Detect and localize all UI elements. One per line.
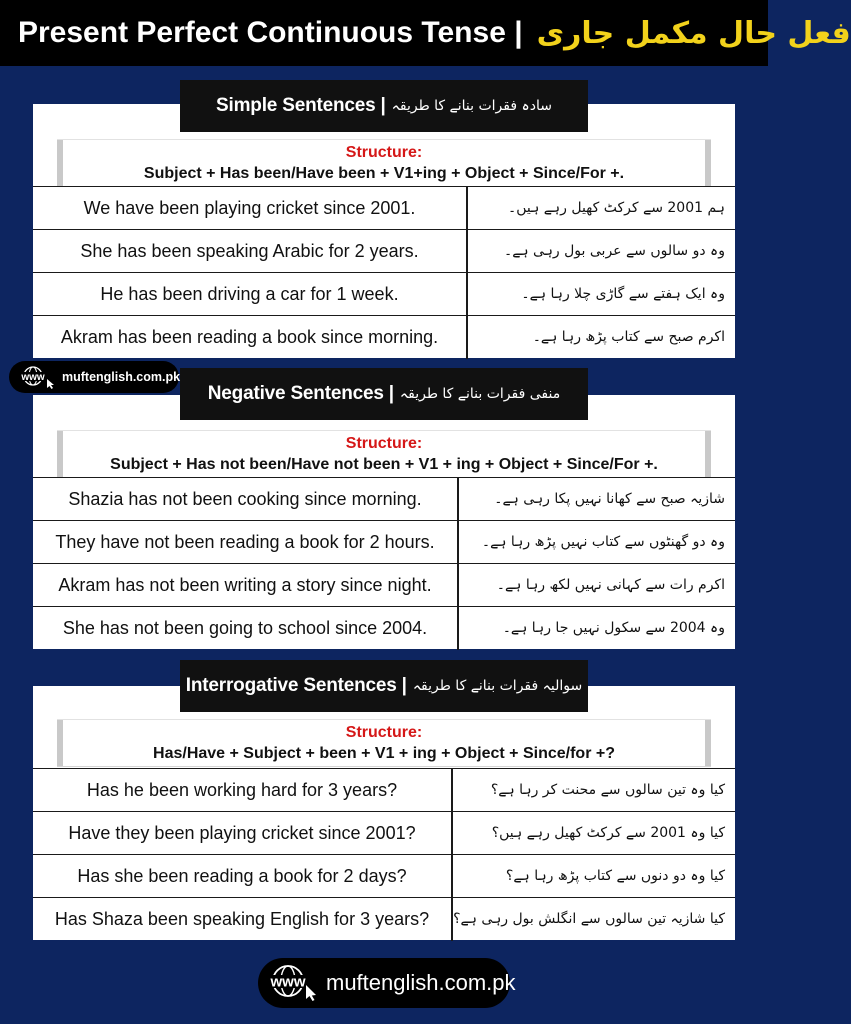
section-header-interrogative xyxy=(180,660,588,712)
globe-cursor-icon xyxy=(264,963,320,1003)
table-row xyxy=(33,898,735,941)
sentence-table xyxy=(33,186,735,359)
section-title: Interrogative Sentences | xyxy=(185,675,407,696)
table-row xyxy=(33,273,735,316)
structure-box xyxy=(57,431,711,477)
english-sentence: They have not been reading a book for 2 hours. xyxy=(55,531,435,552)
urdu-sentence: کیا وہ تین سالوں سے محنت کر رہا ہے؟ xyxy=(490,782,725,798)
sentence-table xyxy=(33,477,735,650)
urdu-sentence: کیا شازیہ تین سالوں سے انگلش بول رہی ہے؟ xyxy=(453,911,725,927)
sentence-table xyxy=(33,768,735,941)
structure-formula: Subject + Has been/Have been + V1+ing + Object + Since/For +. xyxy=(143,165,625,182)
urdu-sentence: وہ 2004 سے سکول نہیں جا رہا ہے۔ xyxy=(502,620,725,636)
urdu-sentence: کیا وہ 2001 سے کرکٹ کھیل رہے ہیں؟ xyxy=(491,825,725,841)
structure-formula: Has/Have + Subject + been + V1 + ing + Object + Since/for +? xyxy=(153,745,615,762)
table-row xyxy=(33,607,735,650)
english-sentence: Has he been working hard for 3 years? xyxy=(86,779,398,800)
simple-sentences-card xyxy=(33,104,735,358)
structure-box xyxy=(57,140,711,186)
table-row xyxy=(33,769,735,812)
section-title-urdu: سوالیہ فقرات بنانے کا طریقہ xyxy=(412,678,583,694)
structure-label: Structure: xyxy=(345,724,423,741)
table-row xyxy=(33,478,735,521)
section-title: Negative Sentences | xyxy=(207,383,394,404)
svg-text:www: www xyxy=(270,973,306,991)
globe-cursor-icon xyxy=(17,365,57,389)
footer-website-badge[interactable] xyxy=(258,958,516,1008)
urdu-sentence: ہم 2001 سے کرکٹ کھیل رہے ہیں۔ xyxy=(507,200,725,216)
structure-box xyxy=(57,720,711,766)
english-sentence: Has she been reading a book for 2 days? xyxy=(77,865,407,886)
section-header-negative xyxy=(180,368,588,420)
english-sentence: She has not been going to school since 2004. xyxy=(62,617,428,638)
urdu-sentence: اکرم رات سے کہانی نہیں لکھ رہا ہے۔ xyxy=(496,577,725,593)
urdu-sentence: اکرم صبح سے کتاب پڑھ رہا ہے۔ xyxy=(532,329,725,345)
footer-website-url: muftenglish.com.pk xyxy=(326,970,516,995)
english-sentence: Akram has been reading a book since morning. xyxy=(60,326,439,347)
table-row xyxy=(33,812,735,855)
english-sentence: Shazia has not been cooking since morning. xyxy=(68,488,422,509)
svg-text:www: www xyxy=(21,372,45,383)
table-row xyxy=(33,187,735,230)
section-header-simple xyxy=(180,80,588,132)
website-badge[interactable] xyxy=(9,361,179,393)
table-row xyxy=(33,855,735,898)
title-bar xyxy=(0,0,851,66)
structure-label: Structure: xyxy=(345,144,423,161)
table-row xyxy=(33,521,735,564)
english-sentence: She has been speaking Arabic for 2 years. xyxy=(80,240,419,261)
page-title: Present Perfect Continuous Tense | xyxy=(18,16,523,49)
urdu-sentence: شازیہ صبح سے کھانا نہیں پکا رہی ہے۔ xyxy=(494,491,725,507)
urdu-sentence: وہ دو سالوں سے عربی بول رہی ہے۔ xyxy=(503,243,725,259)
section-title: Simple Sentences | xyxy=(216,95,386,116)
table-row xyxy=(33,230,735,273)
english-sentence: We have been playing cricket since 2001. xyxy=(83,197,416,218)
urdu-sentence: کیا وہ دو دنوں سے کتاب پڑھ رہا ہے؟ xyxy=(505,868,725,884)
urdu-sentence: وہ دو گھنٹوں سے کتاب نہیں پڑھ رہا ہے۔ xyxy=(481,534,725,550)
table-row xyxy=(33,316,735,359)
section-title-urdu: سادہ فقرات بنانے کا طریقہ xyxy=(391,98,552,114)
english-sentence: Have they been playing cricket since 2001? xyxy=(68,822,416,843)
english-sentence: Has Shaza been speaking English for 3 years? xyxy=(54,908,430,929)
negative-sentences-card xyxy=(33,395,735,649)
interrogative-sentences-card xyxy=(33,686,735,940)
section-title-urdu: منفی فقرات بنانے کا طریقہ xyxy=(399,386,561,402)
website-url: muftenglish.com.pk xyxy=(62,370,181,384)
table-row xyxy=(33,564,735,607)
structure-formula: Subject + Has not been/Have not been + V1 + ing + Object + Since/For +. xyxy=(110,456,658,473)
english-sentence: Akram has not been writing a story since night. xyxy=(58,574,432,595)
page-title-urdu: فعل حال مکمل جاری xyxy=(536,15,851,51)
structure-label: Structure: xyxy=(345,435,423,452)
english-sentence: He has been driving a car for 1 week. xyxy=(100,283,399,304)
urdu-sentence: وہ ایک ہفتے سے گاڑی چلا رہا ہے۔ xyxy=(521,286,725,302)
